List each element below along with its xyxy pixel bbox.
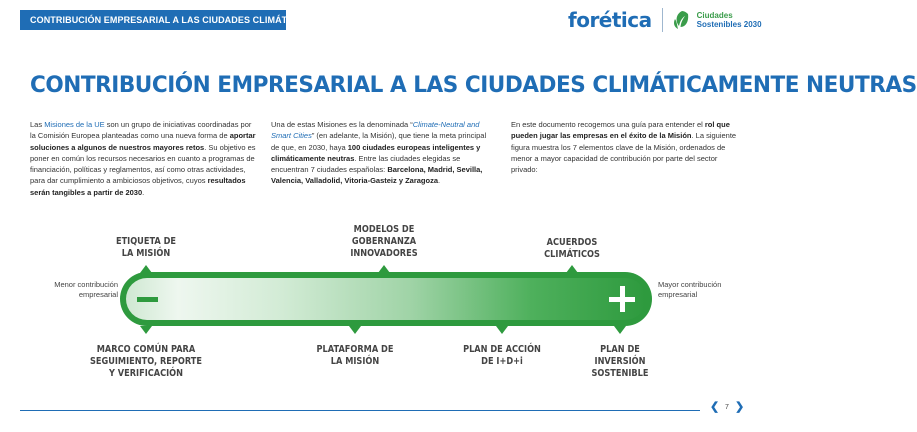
text-span: . <box>142 187 145 197</box>
intro-column-1 <box>30 119 256 198</box>
eu-missions-link[interactable]: Misiones de la UE <box>44 120 105 129</box>
more-contribution-label: Mayor contribución empresarial <box>658 280 722 299</box>
plus-icon <box>609 286 635 312</box>
element-text: MARCO COMÚN PARA SEGUIMIENTO, REPORTE Y VERIFICACIÓN <box>89 344 203 379</box>
element-common-framework <box>89 344 204 380</box>
tick-mark <box>140 326 152 334</box>
element-mission-label <box>105 236 187 260</box>
text-span: ” (en adelante, la Misión), que tiene la meta principal de que, en 2030, haya <box>271 131 487 152</box>
element-text: ACUERDOS CLIMÁTICOS <box>544 237 600 260</box>
contribution-bar <box>120 272 652 326</box>
tick-mark <box>496 326 508 334</box>
text-span: En este documento recogemos una guía para entender el <box>511 120 705 129</box>
tick-mark <box>140 265 152 273</box>
logo-subtitle-line2: Sostenibles 2030 <box>696 20 762 29</box>
element-text: PLAN DE ACCIÓN DE I+D+i <box>463 344 541 367</box>
intro-column-3 <box>511 119 737 175</box>
element-text: ETIQUETA DE LA MISIÓN <box>115 236 177 259</box>
bold-span: resultados serán tangibles a partir de 2030 <box>30 176 246 197</box>
text-span: Una de estas Misiones es la denominada “ <box>271 120 413 129</box>
text-span: . Entre las ciudades elegidas se encuentran 7 ciudades españolas: <box>271 153 461 175</box>
element-mission-platform <box>314 344 396 368</box>
next-page-icon[interactable]: ❯ <box>735 401 745 413</box>
bold-span: aportar soluciones a algunos de nuestros mayores retos <box>30 131 256 152</box>
logo-foretica: forética <box>568 8 652 32</box>
page-number: 7 <box>725 404 729 411</box>
tick-mark <box>566 265 578 273</box>
logo-subtitle-line1: Ciudades <box>696 11 733 20</box>
bold-span: Barcelona, Madrid, Sevilla, Valencia, Valladolid, Vitoria-Gasteiz y Zaragoza <box>271 165 483 186</box>
header-banner-text: CONTRIBUCIÓN EMPRESARIAL A LAS CIUDADES CLIMÁTICAMENTE NEUTRAS <box>30 15 382 25</box>
logo <box>568 8 762 32</box>
prev-page-icon[interactable]: ❮ <box>710 401 720 413</box>
bar-gradient <box>126 278 646 320</box>
tick-mark <box>349 326 361 334</box>
page-title: CONTRIBUCIÓN EMPRESARIAL A LAS CIUDADES CLIMÁTICAMENTE NEUTRAS <box>30 72 917 98</box>
intro-column-2 <box>271 119 496 187</box>
leaf-icon <box>671 9 693 31</box>
logo-subtitle <box>697 11 762 29</box>
element-text: PLAN DE INVERSIÓN SOSTENIBLE <box>591 344 649 379</box>
text-span: . Su objetivo es poner en común los recursos necesarios en cuanto a programas de financiación, políticas y reglamentos, así como otras actividades, para dar cumplimiento a ambiciosos objetivos, cuyos <box>30 142 256 186</box>
climate-neutral-link[interactable]: Climate-Neutral and Smart Cities <box>271 120 480 141</box>
text-span: . La siguiente figura muestra los 7 elementos clave de la Misión, ordenados de menor a mayor capacidad de contribución por parte del sector privado: <box>511 131 737 175</box>
text-span: son un grupo de iniciativas coordinadas por la Comisión Europea planteadas como una nueva forma de <box>30 120 252 141</box>
text-span: . <box>438 176 441 186</box>
text-span: Las <box>30 120 45 129</box>
element-sustainable-investment-plan <box>579 344 661 380</box>
bold-span: rol que pueden jugar las empresas en el éxito de la Misión <box>511 120 730 141</box>
less-contribution-label: Menor contribución empresarial <box>54 280 118 299</box>
element-governance-models <box>343 224 425 260</box>
element-text: MODELOS DE GOBERNANZA INNOVADORES <box>350 224 418 259</box>
bold-span: 100 ciudades europeas inteligentes y climáticamente neutras <box>271 142 481 163</box>
footer-divider <box>20 410 700 411</box>
element-text: PLATAFORMA DE LA MISIÓN <box>316 344 394 367</box>
header-banner <box>20 10 382 30</box>
minus-icon <box>137 297 158 302</box>
element-climate-agreements <box>531 237 613 261</box>
tick-mark <box>614 326 626 334</box>
logo-divider <box>662 8 663 32</box>
tick-mark <box>378 265 390 273</box>
element-rdi-action-plan <box>461 344 543 368</box>
